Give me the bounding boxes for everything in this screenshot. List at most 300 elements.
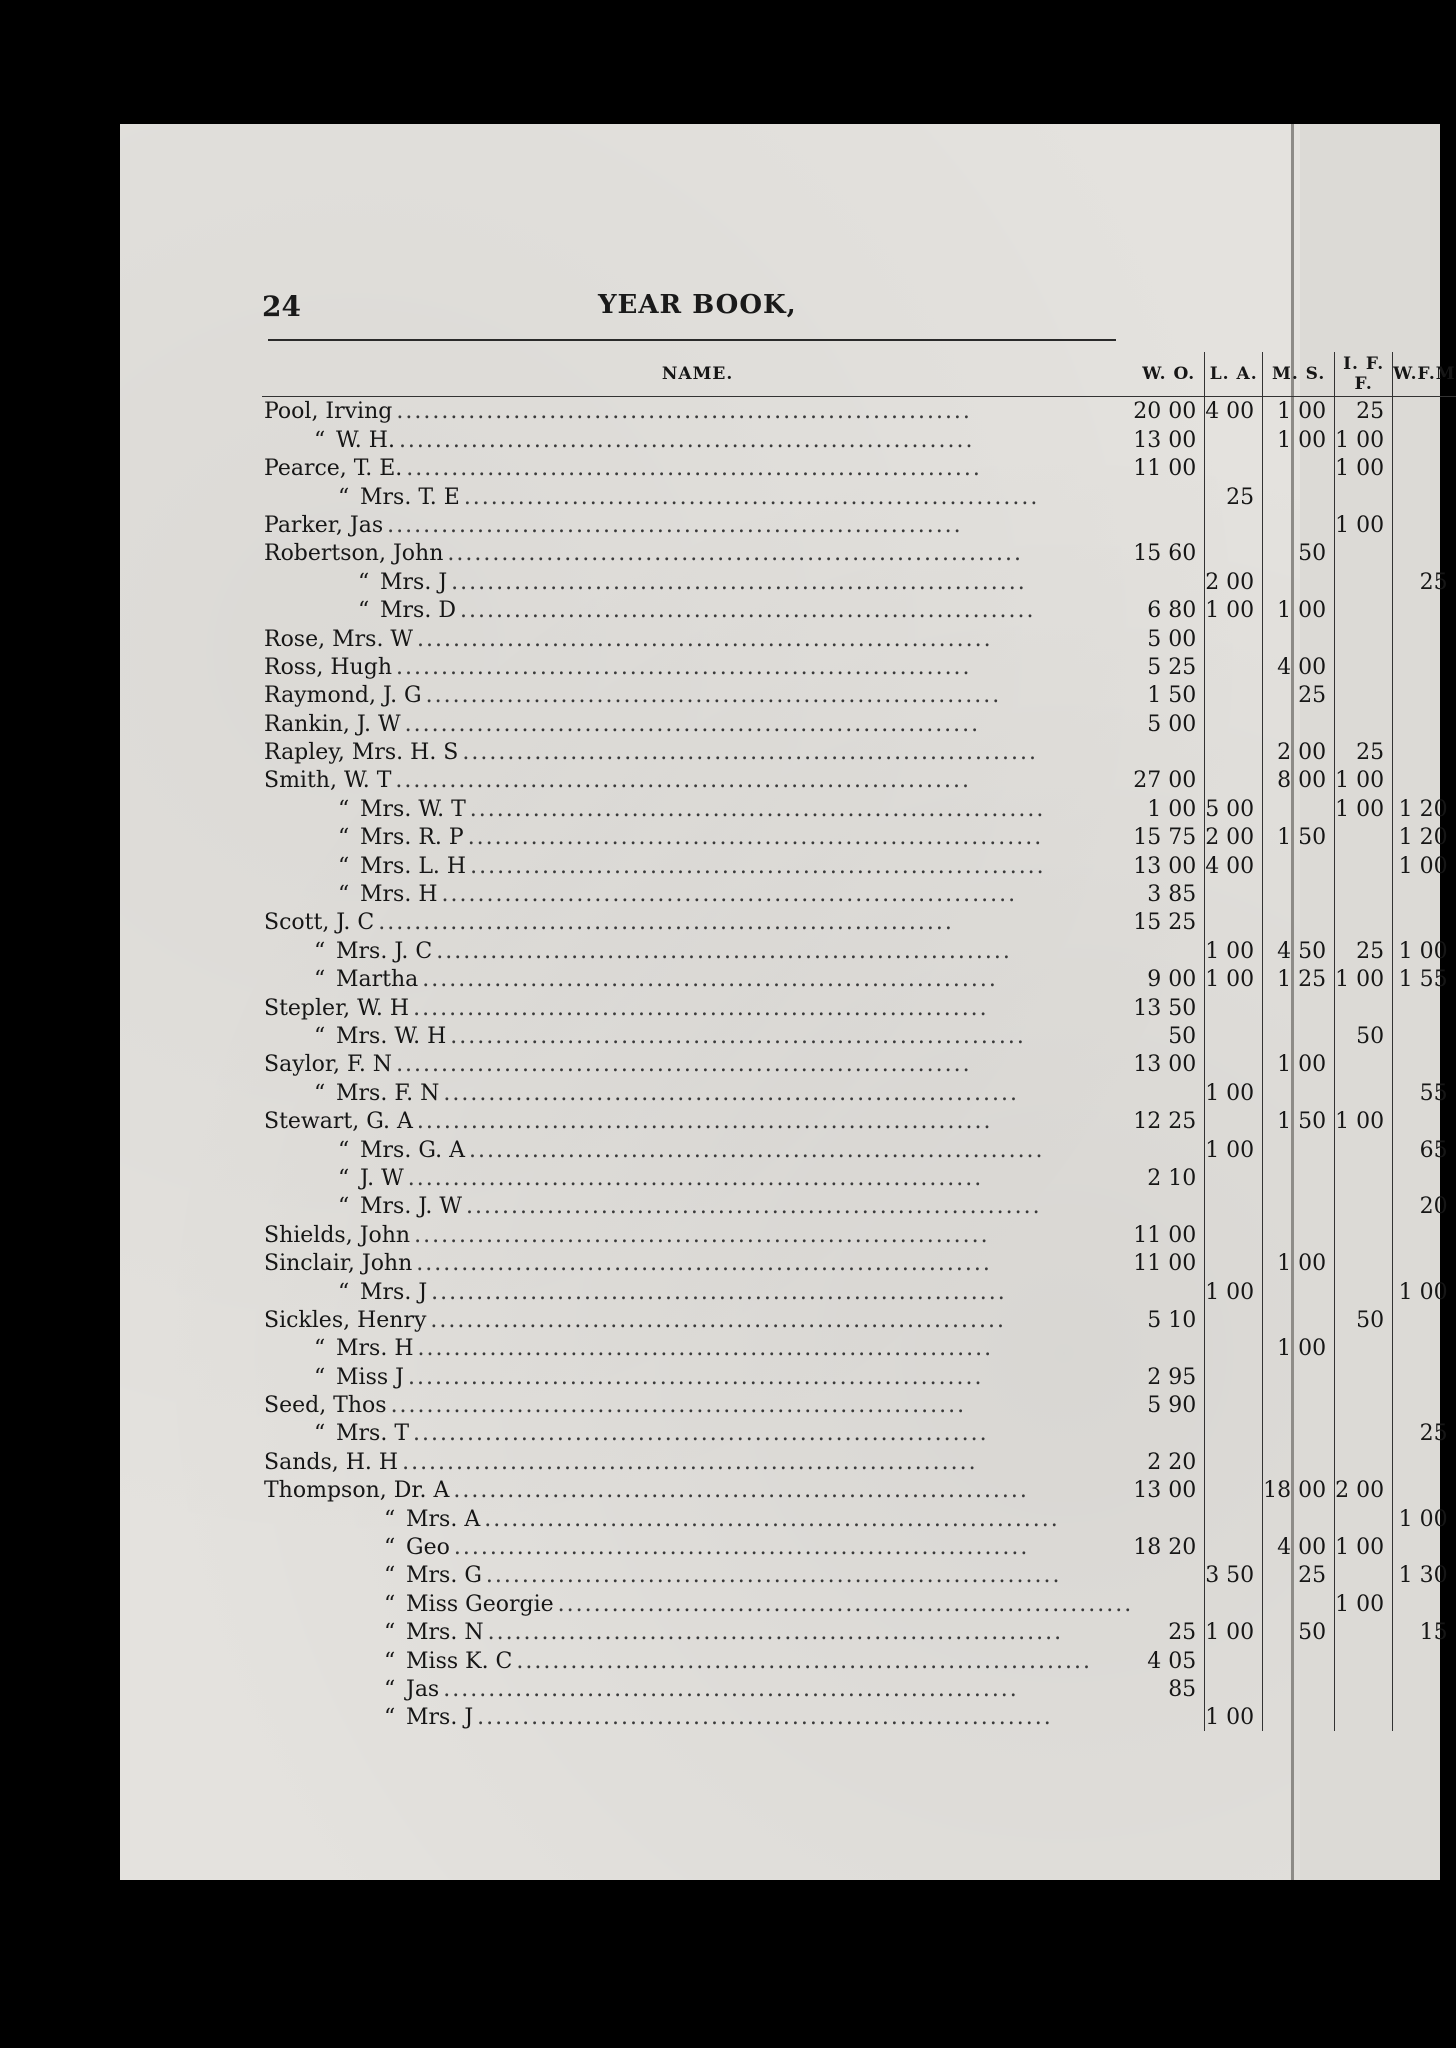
leader-dots: ................................................................ <box>443 1676 1019 1702</box>
amount-wfm <box>1393 993 1456 1021</box>
amount-wfm: 1 00 <box>1398 1506 1448 1532</box>
amount-iff <box>1335 1703 1393 1731</box>
entry-name: Robertson, John <box>264 541 444 567</box>
table-row <box>262 1334 1456 1362</box>
amount-iff <box>1335 1391 1393 1419</box>
ditto-mark: “ <box>314 1336 326 1362</box>
amount-wo <box>1133 1703 1204 1731</box>
amount-wfm <box>1393 1589 1456 1617</box>
amount-iff <box>1335 482 1393 510</box>
amount-wfm <box>1393 1249 1456 1277</box>
amount-wfm: 20 <box>1419 1194 1448 1220</box>
entry-name-cell <box>262 908 1133 936</box>
entry-name-cell <box>262 511 1133 539</box>
entry-name-cell <box>262 1022 1133 1050</box>
leader-dots: ................................................................ <box>378 910 954 936</box>
leader-dots: ................................................................ <box>425 683 1002 709</box>
amount-wfm <box>1393 1362 1456 1390</box>
amount-la <box>1205 1107 1263 1135</box>
table-row <box>262 1277 1456 1305</box>
amount-wo <box>1133 1334 1204 1362</box>
amount-la <box>1205 993 1263 1021</box>
ditto-mark: “ <box>314 427 326 453</box>
ditto-mark: “ <box>314 1080 326 1106</box>
leader-dots: ................................................................ <box>484 1506 1060 1532</box>
entry-name: Mrs. D <box>380 598 456 624</box>
amount-wfm <box>1393 1533 1456 1561</box>
entry-name-cell <box>262 681 1133 709</box>
amount-iff: 1 00 <box>1335 454 1393 482</box>
entry-name: Mrs. W. H <box>336 1023 447 1049</box>
amount-iff <box>1335 567 1393 595</box>
amount-iff <box>1335 1249 1393 1277</box>
amount-la <box>1205 1164 1263 1192</box>
table-row <box>262 936 1456 964</box>
amount-la <box>1205 1419 1263 1447</box>
amount-iff <box>1335 1504 1393 1532</box>
entry-name: Mrs. F. N <box>336 1080 440 1106</box>
entry-name: Saylor, F. N <box>264 1052 393 1078</box>
entry-name-cell <box>262 1135 1133 1163</box>
amount-wfm <box>1393 624 1456 652</box>
leader-dots: ................................................................ <box>416 1251 992 1277</box>
amount-wo: 5 00 <box>1133 624 1204 652</box>
amount-wfm <box>1393 1476 1456 1504</box>
amount-ms <box>1263 1362 1335 1390</box>
entry-name: Rankin, J. W <box>264 711 401 737</box>
entry-name-cell <box>262 993 1133 1021</box>
amount-wo: 1 00 <box>1133 794 1204 822</box>
col-header-iff: I. F. F. <box>1335 352 1393 397</box>
amount-iff <box>1335 596 1393 624</box>
amount-wo <box>1133 1589 1204 1617</box>
amount-la <box>1205 1220 1263 1248</box>
table-row <box>262 1022 1456 1050</box>
entry-name-cell <box>262 965 1133 993</box>
amount-wfm <box>1393 1306 1456 1334</box>
table-row <box>262 1447 1456 1475</box>
amount-iff: 1 00 <box>1335 1589 1393 1617</box>
ditto-mark: “ <box>384 1620 396 1646</box>
amount-ms: 1 00 <box>1263 1249 1335 1277</box>
amount-wfm <box>1393 880 1456 908</box>
amount-la <box>1205 766 1263 794</box>
amount-wfm: 65 <box>1419 1137 1448 1163</box>
amount-la <box>1205 1050 1263 1078</box>
amount-ms <box>1263 993 1335 1021</box>
amount-la <box>1205 1646 1263 1674</box>
amount-iff <box>1335 1561 1393 1589</box>
amount-iff <box>1335 539 1393 567</box>
amount-wfm <box>1393 766 1456 794</box>
entry-name-cell <box>262 1277 1133 1305</box>
entry-name-cell <box>262 482 1133 510</box>
amount-wo: 2 95 <box>1133 1362 1204 1390</box>
amount-wo: 2 10 <box>1133 1164 1204 1192</box>
amount-la <box>1205 1589 1263 1617</box>
amount-ms <box>1263 454 1335 482</box>
leader-dots: ................................................................ <box>557 1591 1134 1617</box>
amount-la <box>1205 1533 1263 1561</box>
entry-name: Miss K. C <box>406 1648 513 1674</box>
amount-ms <box>1263 1447 1335 1475</box>
amount-la: 5 00 <box>1205 794 1263 822</box>
amount-ms <box>1263 1675 1335 1703</box>
leader-dots: ................................................................ <box>402 1449 978 1475</box>
amount-ms: 4 50 <box>1263 936 1335 964</box>
amount-la <box>1205 454 1263 482</box>
amount-ms <box>1263 1306 1335 1334</box>
amount-la: 1 00 <box>1205 1135 1263 1163</box>
entry-name-cell <box>262 1476 1133 1504</box>
amount-wfm <box>1393 653 1456 681</box>
amount-wo <box>1133 936 1204 964</box>
amount-iff <box>1335 1447 1393 1475</box>
amount-la <box>1205 681 1263 709</box>
entry-name: Martha <box>336 967 419 993</box>
entry-name: Mrs. J <box>406 1705 474 1731</box>
amount-wo <box>1133 1135 1204 1163</box>
table-row <box>262 993 1456 1021</box>
leader-dots: ................................................................ <box>450 1023 1026 1049</box>
entry-name: Mrs. R. P <box>360 825 464 851</box>
amount-la <box>1205 1391 1263 1419</box>
amount-wo <box>1133 1561 1204 1589</box>
amount-wfm: 1 55 <box>1398 967 1448 993</box>
table-row <box>262 681 1456 709</box>
amount-wo: 13 50 <box>1133 993 1204 1021</box>
entry-name-cell <box>262 1589 1133 1617</box>
table-row <box>262 794 1456 822</box>
entry-name-cell <box>262 1334 1133 1362</box>
table-row <box>262 880 1456 908</box>
amount-ms: 1 50 <box>1263 1107 1335 1135</box>
amount-wo: 13 00 <box>1133 851 1204 879</box>
table-row <box>262 1362 1456 1390</box>
amount-iff <box>1335 1220 1393 1248</box>
table-row <box>262 1135 1456 1163</box>
amount-la: 1 00 <box>1205 1078 1263 1106</box>
amount-iff <box>1335 1618 1393 1646</box>
amount-ms: 1 00 <box>1263 1334 1335 1362</box>
entry-name-cell <box>262 539 1133 567</box>
entry-name: Rose, Mrs. W <box>264 626 414 652</box>
amount-wo: 15 75 <box>1133 823 1204 851</box>
amount-iff: 1 00 <box>1335 425 1393 453</box>
amount-wfm: 25 <box>1419 569 1448 595</box>
ditto-mark: “ <box>314 1023 326 1049</box>
leader-dots: ................................................................ <box>466 1194 1042 1220</box>
amount-wo: 12 25 <box>1133 1107 1204 1135</box>
entry-name-cell <box>262 1646 1133 1674</box>
amount-wfm: 1 20 <box>1398 825 1448 851</box>
entry-name: Shields, John <box>264 1222 411 1248</box>
entry-name: W. H. <box>336 427 395 453</box>
amount-ms <box>1263 1391 1335 1419</box>
amount-iff <box>1335 1362 1393 1390</box>
amount-iff <box>1335 1419 1393 1447</box>
entry-name-cell <box>262 1306 1133 1334</box>
amount-wo: 5 00 <box>1133 709 1204 737</box>
entry-name: Mrs. W. T <box>360 796 466 822</box>
amount-la <box>1205 425 1263 453</box>
amount-wfm <box>1393 681 1456 709</box>
leader-dots: ................................................................ <box>431 1279 1007 1305</box>
entry-name: Sinclair, John <box>264 1251 413 1277</box>
amount-iff <box>1335 1334 1393 1362</box>
amount-wfm: 1 00 <box>1398 938 1448 964</box>
leader-dots: ................................................................ <box>396 1052 972 1078</box>
leader-dots: ................................................................ <box>451 569 1027 595</box>
col-header-wfm: W.F.M <box>1393 352 1456 397</box>
leader-dots: ................................................................ <box>463 484 1040 510</box>
entry-name-cell <box>262 653 1133 681</box>
table-row <box>262 908 1456 936</box>
amount-wfm <box>1393 425 1456 453</box>
amount-iff <box>1335 1164 1393 1192</box>
ditto-mark: “ <box>338 484 350 510</box>
amount-la: 1 00 <box>1205 596 1263 624</box>
running-title: YEAR BOOK, <box>598 290 797 320</box>
amount-wfm <box>1393 1703 1456 1731</box>
entry-name-cell <box>262 1362 1133 1390</box>
entry-name: Geo <box>406 1535 450 1561</box>
amount-ms: 1 00 <box>1263 1050 1335 1078</box>
entry-name: Mrs. L. H <box>360 853 467 879</box>
amount-ms <box>1263 511 1335 539</box>
amount-la: 1 00 <box>1205 1618 1263 1646</box>
amount-ms: 18 00 <box>1263 1476 1335 1504</box>
amount-la <box>1205 738 1263 766</box>
amount-wo <box>1133 567 1204 595</box>
ditto-mark: “ <box>338 853 350 879</box>
entry-name-cell <box>262 596 1133 624</box>
amount-la <box>1205 653 1263 681</box>
amount-wfm <box>1393 454 1456 482</box>
entry-name-cell <box>262 738 1133 766</box>
amount-la <box>1205 709 1263 737</box>
ditto-mark: “ <box>384 1591 396 1617</box>
leader-dots: ................................................................ <box>414 1222 990 1248</box>
entry-name-cell <box>262 1220 1133 1248</box>
amount-iff: 25 <box>1335 397 1393 426</box>
amount-iff <box>1335 1675 1393 1703</box>
amount-wfm: 1 00 <box>1398 1279 1448 1305</box>
amount-la <box>1205 1249 1263 1277</box>
amount-wo: 27 00 <box>1133 766 1204 794</box>
amount-iff <box>1335 709 1393 737</box>
amount-ms: 1 25 <box>1263 965 1335 993</box>
amount-iff <box>1335 908 1393 936</box>
amount-wfm <box>1393 908 1456 936</box>
amount-ms: 1 00 <box>1263 425 1335 453</box>
leader-dots: ................................................................ <box>413 995 989 1021</box>
amount-iff: 1 00 <box>1335 511 1393 539</box>
table-row <box>262 425 1456 453</box>
table-row <box>262 1050 1456 1078</box>
header-rule <box>268 339 1116 341</box>
entry-name-cell <box>262 851 1133 879</box>
amount-la: 1 00 <box>1205 965 1263 993</box>
amount-wo: 2 20 <box>1133 1447 1204 1475</box>
amount-la: 4 00 <box>1205 851 1263 879</box>
amount-la <box>1205 1476 1263 1504</box>
leader-dots: ................................................................ <box>470 853 1046 879</box>
amount-ms <box>1263 880 1335 908</box>
leader-dots: ................................................................ <box>485 1563 1062 1589</box>
table-row <box>262 1192 1456 1220</box>
amount-iff: 25 <box>1335 738 1393 766</box>
amount-ms <box>1263 1589 1335 1617</box>
amount-la <box>1205 1504 1263 1532</box>
table-row <box>262 1391 1456 1419</box>
amount-iff <box>1335 1050 1393 1078</box>
entry-name: Thompson, Dr. A <box>264 1478 450 1504</box>
amount-iff: 1 00 <box>1335 965 1393 993</box>
amount-ms <box>1263 1164 1335 1192</box>
amount-wfm <box>1393 1050 1456 1078</box>
table-row <box>262 738 1456 766</box>
amount-wfm <box>1393 1220 1456 1248</box>
leader-dots: ................................................................ <box>407 1165 984 1191</box>
table-row <box>262 511 1456 539</box>
amount-ms <box>1263 1419 1335 1447</box>
entry-name-cell <box>262 1561 1133 1589</box>
entry-name: Mrs. G. A <box>360 1137 465 1163</box>
amount-wfm <box>1393 596 1456 624</box>
entry-name: Pool, Irving <box>264 399 393 425</box>
amount-la: 2 00 <box>1205 823 1263 851</box>
amount-iff <box>1335 1135 1393 1163</box>
amount-wo: 11 00 <box>1133 1249 1204 1277</box>
amount-iff: 1 00 <box>1335 1107 1393 1135</box>
ditto-mark: “ <box>384 1535 396 1561</box>
entry-name: Miss Georgie <box>406 1591 554 1617</box>
leader-dots: ................................................................ <box>398 427 975 453</box>
amount-wfm: 55 <box>1419 1080 1448 1106</box>
table-row <box>262 624 1456 652</box>
entry-name-cell <box>262 1703 1133 1731</box>
leader-dots: ................................................................ <box>417 1336 994 1362</box>
table-row <box>262 1476 1456 1504</box>
leader-dots: ................................................................ <box>459 598 1036 624</box>
table-row <box>262 709 1456 737</box>
amount-wo <box>1133 1192 1204 1220</box>
amount-la <box>1205 511 1263 539</box>
ditto-mark: “ <box>384 1676 396 1702</box>
leader-dots: ................................................................ <box>447 541 1023 567</box>
amount-la: 1 00 <box>1205 1703 1263 1731</box>
leader-dots: ................................................................ <box>468 1137 1045 1163</box>
amount-iff <box>1335 681 1393 709</box>
amount-wfm <box>1393 1022 1456 1050</box>
table-row <box>262 1107 1456 1135</box>
amount-ms: 4 00 <box>1263 1533 1335 1561</box>
table-row <box>262 1419 1456 1447</box>
amount-la <box>1205 539 1263 567</box>
table-row <box>262 454 1456 482</box>
table-row <box>262 1249 1456 1277</box>
ditto-mark: “ <box>384 1705 396 1731</box>
ditto-mark: “ <box>358 598 370 624</box>
entry-name: Sickles, Henry <box>264 1307 427 1333</box>
table-row <box>262 1703 1456 1731</box>
entry-name-cell <box>262 1107 1133 1135</box>
amount-ms: 2 00 <box>1263 738 1335 766</box>
leader-dots: ................................................................ <box>395 768 971 794</box>
leader-dots: ................................................................ <box>516 1648 1092 1674</box>
table-row <box>262 1646 1456 1674</box>
amount-wo: 3 85 <box>1133 880 1204 908</box>
leader-dots: ................................................................ <box>406 456 982 482</box>
leader-dots: ................................................................ <box>453 1535 1030 1561</box>
amount-ms: 1 50 <box>1263 823 1335 851</box>
entry-name-cell <box>262 1391 1133 1419</box>
amount-ms: 8 00 <box>1263 766 1335 794</box>
amount-wfm <box>1393 1646 1456 1674</box>
contributions-table <box>262 352 1456 1731</box>
amount-wo: 1 50 <box>1133 681 1204 709</box>
entry-name: Mrs. H <box>336 1336 414 1362</box>
amount-wfm <box>1393 1164 1456 1192</box>
amount-wo: 50 <box>1133 1022 1204 1050</box>
amount-iff <box>1335 993 1393 1021</box>
amount-wfm: 1 30 <box>1398 1563 1448 1589</box>
ditto-mark: “ <box>338 825 350 851</box>
amount-wfm: 1 20 <box>1398 796 1448 822</box>
amount-ms <box>1263 794 1335 822</box>
amount-la <box>1205 624 1263 652</box>
col-header-wo: W. O. <box>1133 352 1204 397</box>
entry-name: Sands, H. H <box>264 1449 399 1475</box>
amount-wo: 5 10 <box>1133 1306 1204 1334</box>
entry-name: Jas <box>406 1676 440 1702</box>
col-header-la: L. A. <box>1205 352 1263 397</box>
table-row <box>262 965 1456 993</box>
amount-wfm: 25 <box>1419 1421 1448 1447</box>
leader-dots: ................................................................ <box>453 1478 1029 1504</box>
table-row <box>262 596 1456 624</box>
leader-dots: ................................................................ <box>390 1393 967 1419</box>
amount-ms <box>1263 567 1335 595</box>
entry-name-cell <box>262 936 1133 964</box>
table-row <box>262 1533 1456 1561</box>
leader-dots: ................................................................ <box>441 882 1018 908</box>
entry-name: Raymond, J. G <box>264 683 422 709</box>
leader-dots: ................................................................ <box>487 1620 1064 1646</box>
entry-name: Mrs. T <box>336 1421 409 1447</box>
ditto-mark: “ <box>384 1648 396 1674</box>
amount-iff <box>1335 1192 1393 1220</box>
entry-name-cell <box>262 1192 1133 1220</box>
entry-name: Mrs. J. C <box>336 938 433 964</box>
entry-name: Scott, J. C <box>264 910 375 936</box>
amount-iff: 2 00 <box>1335 1476 1393 1504</box>
amount-wo <box>1133 738 1204 766</box>
entry-name-cell <box>262 1164 1133 1192</box>
ditto-mark: “ <box>384 1563 396 1589</box>
amount-wfm <box>1393 511 1456 539</box>
page-number: 24 <box>262 290 301 323</box>
amount-wo: 15 60 <box>1133 539 1204 567</box>
amount-wo <box>1133 1504 1204 1532</box>
amount-wo: 4 05 <box>1133 1646 1204 1674</box>
ditto-mark: “ <box>314 1421 326 1447</box>
amount-iff: 1 00 <box>1335 766 1393 794</box>
col-header-ms: M. S. <box>1263 352 1335 397</box>
entry-name-cell <box>262 1447 1133 1475</box>
table-row <box>262 1078 1456 1106</box>
